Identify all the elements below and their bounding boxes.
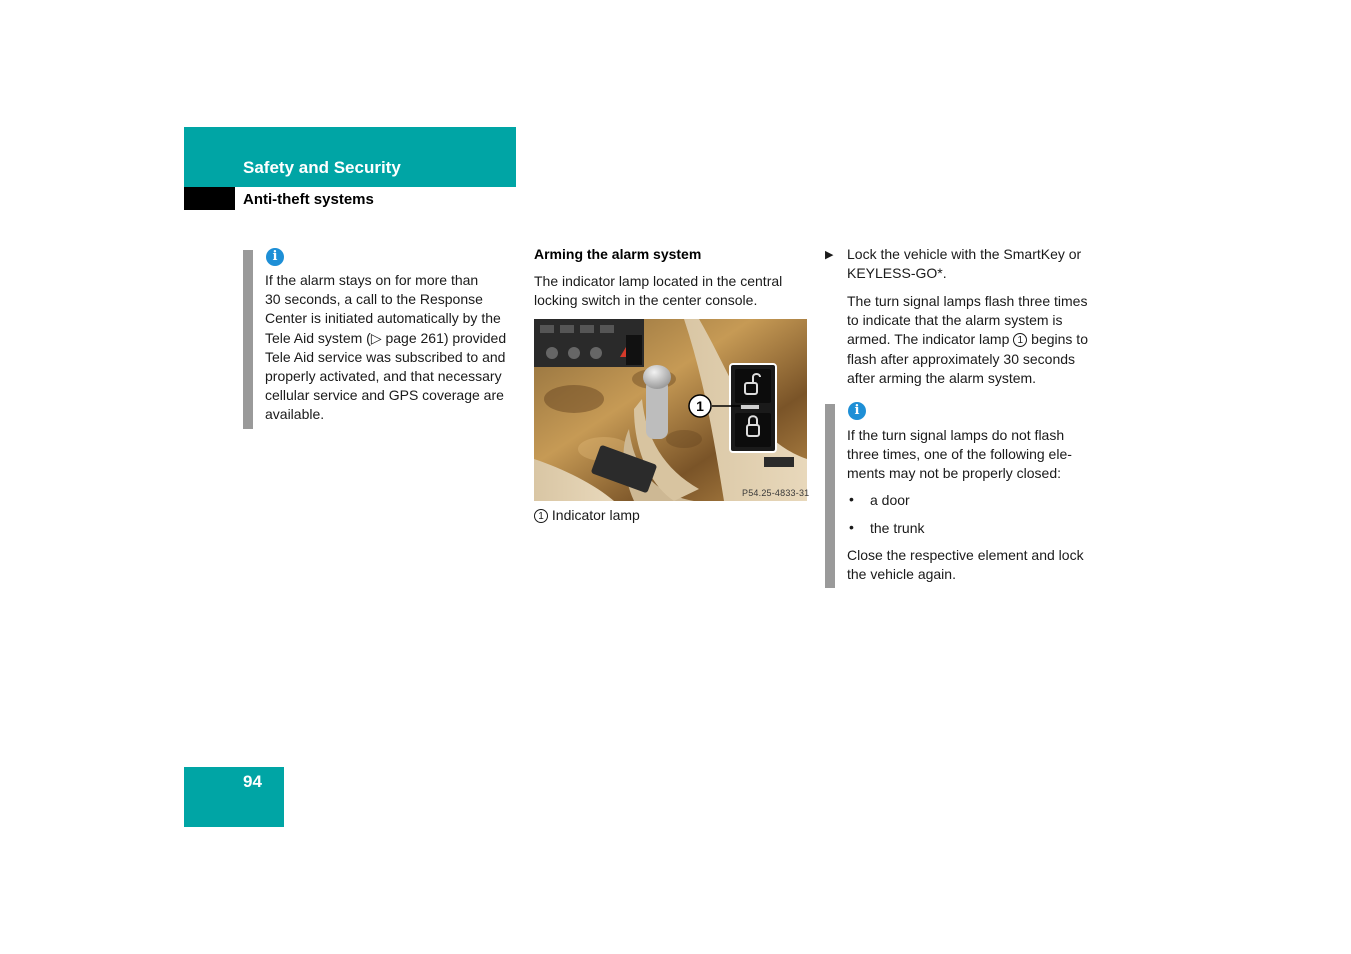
text-line: If the turn signal lamps do not flash (847, 427, 1065, 443)
text-line: 30 seconds, a call to the Response (265, 291, 483, 308)
text-line: to indicate that the alarm system is (847, 312, 1063, 329)
caption-text: Indicator lamp (551, 507, 640, 523)
text-line: Center is initiated automatically by the (265, 310, 501, 327)
right-note-text (847, 426, 1072, 484)
text-line: ments may not be properly closed: (847, 465, 1061, 482)
text-line: available. (265, 406, 325, 423)
text-line: The indicator lamp located in the central (534, 273, 783, 289)
text-line: three times, one of the following ele- (847, 446, 1072, 463)
text-line: Lock the vehicle with the SmartKey or (847, 246, 1082, 262)
text-line: Tele Aid service was subscribed to and (265, 348, 506, 365)
text-line: If the alarm stays on for more than (265, 272, 479, 288)
info-icon: i (848, 402, 866, 420)
text-line: after arming the alarm system. (847, 369, 1037, 386)
list-item: the trunk (870, 520, 925, 536)
info-icon: i (266, 248, 284, 266)
section-title: Safety and Security (243, 158, 401, 177)
text-line: The turn signal lamps flash three times (847, 293, 1088, 309)
right-note-closing (847, 546, 1084, 584)
text-line: Close the respective element and lock (847, 547, 1084, 563)
step-arrow-icon: ▶ (825, 249, 834, 261)
text-fragment: begins to (1027, 331, 1088, 348)
subsection-title: Anti-theft systems (243, 191, 374, 208)
text-line (847, 330, 1088, 349)
step-result-text (847, 292, 1088, 388)
callout-number: 1 (1013, 333, 1027, 347)
note-bar (825, 404, 835, 588)
image-callout-number: 1 (696, 398, 704, 414)
section-header-band (184, 127, 516, 187)
callout-number: 1 (534, 509, 548, 523)
arming-heading: Arming the alarm system (534, 246, 702, 262)
image-reference-code: P54.25-4833-31 (742, 488, 810, 498)
list-item: a door (870, 492, 910, 508)
text-line: flash after approximately 30 seconds (847, 350, 1076, 367)
left-note-text (265, 271, 506, 425)
text-line: the vehicle again. (847, 566, 956, 583)
section-marker-tab (184, 187, 235, 210)
arming-intro (534, 272, 782, 310)
center-console-photo (534, 319, 810, 501)
step-text (847, 245, 1081, 283)
text-line: properly activated, and that necessary (265, 368, 502, 385)
image-caption (534, 506, 640, 525)
note-bar (243, 250, 253, 429)
text-line: Tele Aid system (▷ page 261) provided (265, 329, 507, 346)
page-number: 94 (243, 772, 262, 791)
text-line: cellular service and GPS coverage are (265, 387, 504, 404)
text-line: KEYLESS-GO*. (847, 265, 947, 282)
page-number-box (184, 767, 284, 827)
center-console-illustration (534, 319, 810, 501)
text-fragment: armed. The indicator lamp (847, 331, 1014, 348)
text-line: locking switch in the center console. (534, 292, 758, 309)
bullet-icon: • (849, 491, 854, 507)
bullet-icon: • (849, 519, 854, 535)
